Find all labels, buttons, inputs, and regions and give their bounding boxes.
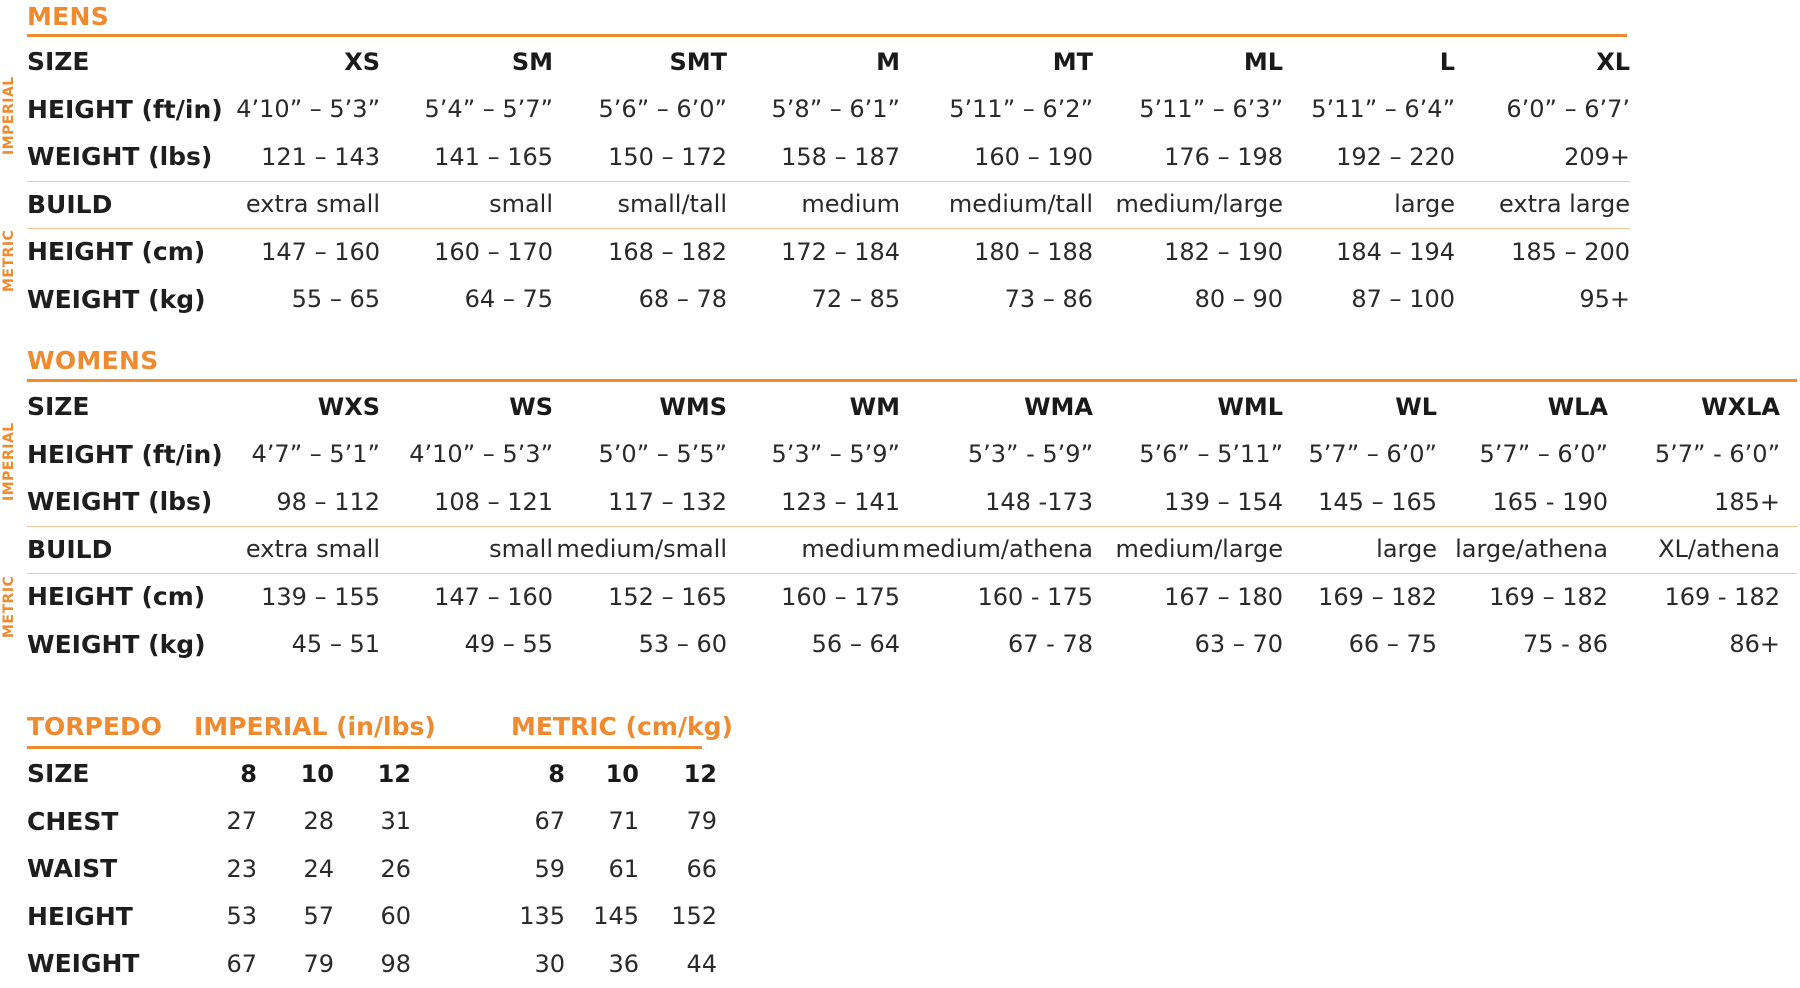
table-cell: medium/tall — [948, 190, 1093, 218]
table-row — [27, 573, 1797, 620]
table-cell: 67 — [226, 949, 257, 978]
table-cell: 172 – 184 — [781, 237, 900, 266]
table-row — [27, 86, 1630, 133]
table-cell: 5’6” – 6’0” — [598, 95, 727, 123]
table-cell: 87 – 100 — [1351, 285, 1455, 313]
torpedo-metric-header: METRIC (cm/kg) — [511, 712, 733, 741]
row-label: SIZE — [27, 47, 90, 76]
womens-section — [1, 344, 1797, 664]
womens-metric-label: METRIC — [1, 575, 17, 638]
table-cell: 10 — [605, 759, 639, 788]
torpedo-section — [27, 712, 733, 988]
table-cell: 209+ — [1564, 142, 1630, 171]
table-cell: 180 – 188 — [974, 237, 1093, 266]
table-cell: 4’10” – 5’3” — [236, 95, 380, 123]
table-cell: 160 – 170 — [434, 237, 553, 266]
table-cell: 57 — [303, 902, 334, 930]
table-cell: 192 – 220 — [1336, 142, 1455, 171]
table-cell: WS — [509, 392, 553, 421]
womens-title: WOMENS — [27, 346, 159, 375]
table-cell: 152 – 165 — [608, 582, 727, 611]
table-cell: 63 – 70 — [1194, 630, 1283, 658]
row-label: WEIGHT — [27, 949, 140, 978]
table-cell: 68 – 78 — [638, 285, 727, 313]
row-label: HEIGHT (cm) — [27, 582, 206, 611]
table-cell: 5’7” – 6’0” — [1308, 440, 1437, 468]
table-cell: medium/athena — [902, 535, 1093, 563]
table-cell: medium/small — [556, 535, 727, 563]
table-cell: 139 – 154 — [1164, 487, 1283, 516]
table-cell: medium/large — [1115, 190, 1283, 218]
table-cell: 67 — [534, 807, 565, 835]
table-cell: 95+ — [1579, 285, 1630, 313]
row-label: WEIGHT (lbs) — [27, 142, 213, 171]
table-cell: 141 – 165 — [434, 142, 553, 171]
table-cell: 5’0” – 5’5” — [598, 440, 727, 468]
table-cell: 176 – 198 — [1164, 142, 1283, 171]
table-row — [27, 383, 1797, 430]
table-row — [27, 276, 1630, 323]
row-label: SIZE — [27, 759, 90, 788]
table-cell: XS — [344, 47, 380, 76]
table-cell: 5’11” – 6’4” — [1311, 95, 1455, 123]
table-cell: 5’3” – 5’9” — [771, 440, 900, 468]
table-cell: 49 – 55 — [464, 630, 553, 658]
row-label: BUILD — [27, 189, 113, 219]
womens-rule — [27, 379, 1797, 382]
table-cell: 36 — [608, 949, 639, 978]
row-label: WEIGHT (kg) — [27, 629, 206, 659]
table-cell: 71 — [608, 807, 639, 835]
table-row — [27, 181, 1630, 228]
table-row — [27, 478, 1797, 525]
table-cell: medium — [801, 190, 900, 218]
table-cell: 147 – 160 — [434, 582, 553, 611]
table-row — [27, 845, 727, 892]
table-cell: 31 — [380, 807, 411, 835]
table-cell: 80 – 90 — [1194, 285, 1283, 313]
row-label: HEIGHT — [27, 901, 133, 931]
row-label: WAIST — [27, 854, 118, 883]
table-cell: 135 — [519, 902, 565, 930]
table-cell: 5’4” – 5’7” — [424, 95, 553, 123]
table-cell: 30 — [534, 949, 565, 978]
table-cell: 145 – 165 — [1318, 487, 1437, 516]
table-cell: medium/large — [1115, 535, 1283, 563]
mens-imperial-label: IMPERIAL — [1, 76, 17, 155]
table-cell: 145 — [593, 902, 639, 930]
table-cell: 75 - 86 — [1523, 630, 1608, 658]
table-cell: 184 – 194 — [1336, 237, 1455, 266]
table-cell: large/athena — [1455, 535, 1608, 563]
table-cell: 168 – 182 — [608, 237, 727, 266]
table-cell: 86+ — [1729, 630, 1780, 658]
table-cell: WXS — [317, 392, 380, 421]
table-cell: ML — [1243, 47, 1283, 76]
table-cell: 45 – 51 — [291, 630, 380, 658]
table-cell: 8 — [240, 759, 257, 788]
table-cell: extra small — [245, 190, 380, 218]
table-cell: 139 – 155 — [261, 582, 380, 611]
table-row — [27, 526, 1797, 573]
torpedo-title: TORPEDO — [27, 712, 162, 741]
table-cell: 67 - 78 — [1008, 630, 1093, 658]
table-cell: 5’3” - 5’9” — [967, 440, 1093, 468]
table-row — [27, 621, 1797, 668]
table-cell: 182 – 190 — [1164, 237, 1283, 266]
table-cell: 169 - 182 — [1664, 582, 1780, 611]
table-row — [27, 798, 727, 845]
table-cell: 160 – 190 — [974, 142, 1093, 171]
table-cell: 117 – 132 — [608, 487, 727, 516]
table-cell: medium — [801, 535, 900, 563]
table-cell: extra large — [1499, 190, 1630, 218]
table-cell: 79 — [303, 949, 334, 978]
table-cell: XL — [1596, 47, 1630, 76]
table-cell: XL/athena — [1658, 535, 1780, 563]
table-cell: 60 — [380, 902, 411, 930]
table-cell: 108 – 121 — [434, 487, 553, 516]
table-cell: 169 – 182 — [1318, 582, 1437, 611]
table-cell: 185+ — [1714, 487, 1780, 516]
mens-rule — [27, 34, 1627, 37]
table-cell: 5’7” – 6’0” — [1479, 440, 1608, 468]
table-cell: 8 — [548, 759, 565, 788]
table-cell: L — [1439, 47, 1455, 76]
table-cell: 150 – 172 — [608, 142, 727, 171]
row-label: CHEST — [27, 806, 119, 836]
table-cell: 98 — [380, 949, 411, 978]
mens-title: MENS — [27, 2, 110, 31]
table-cell: 152 — [671, 902, 717, 930]
row-label: WEIGHT (lbs) — [27, 487, 213, 516]
table-cell: 64 – 75 — [464, 285, 553, 313]
table-cell: 123 – 141 — [781, 487, 900, 516]
mens-section — [1, 0, 1630, 330]
row-label: HEIGHT (cm) — [27, 237, 206, 266]
table-cell: 5’8” – 6’1” — [771, 95, 900, 123]
table-cell: small — [489, 535, 553, 563]
table-cell: 158 – 187 — [781, 142, 900, 171]
table-cell: 28 — [303, 807, 334, 835]
row-label: WEIGHT (kg) — [27, 284, 206, 314]
table-row — [27, 133, 1630, 180]
table-cell: WML — [1217, 392, 1283, 421]
row-label: SIZE — [27, 392, 90, 421]
table-cell: 66 – 75 — [1348, 630, 1437, 658]
table-cell: 148 -173 — [985, 487, 1093, 516]
table-cell: 165 - 190 — [1492, 487, 1608, 516]
table-cell: WLA — [1547, 392, 1608, 421]
table-cell: 4’7” – 5’1” — [251, 440, 380, 468]
womens-imperial-label: IMPERIAL — [1, 422, 17, 501]
table-cell: WM — [849, 392, 900, 421]
table-cell: WMS — [659, 392, 727, 421]
torpedo-rule — [27, 746, 702, 749]
table-cell: 4’10” – 5’3” — [409, 440, 553, 468]
table-cell: 27 — [226, 807, 257, 835]
table-cell: 72 – 85 — [811, 285, 900, 313]
table-cell: 160 - 175 — [977, 582, 1093, 611]
table-cell: 12 — [377, 759, 411, 788]
mens-metric-label: METRIC — [1, 229, 17, 292]
table-cell: 59 — [534, 854, 565, 883]
table-cell: 53 – 60 — [638, 630, 727, 658]
table-row — [27, 431, 1797, 478]
table-cell: 61 — [608, 854, 639, 883]
table-cell: M — [876, 47, 900, 76]
row-label: HEIGHT (ft/in) — [27, 439, 223, 469]
table-cell: SMT — [669, 47, 727, 76]
table-cell: 147 – 160 — [261, 237, 380, 266]
table-cell: small/tall — [617, 190, 727, 218]
table-cell: 56 – 64 — [811, 630, 900, 658]
table-cell: 53 — [226, 902, 257, 930]
row-label: BUILD — [27, 534, 113, 564]
table-cell: 160 – 175 — [781, 582, 900, 611]
table-cell: 79 — [686, 807, 717, 835]
table-cell: large — [1394, 190, 1455, 218]
table-cell: 5’6” – 5’11” — [1139, 440, 1283, 468]
table-cell: large — [1376, 535, 1437, 563]
table-cell: 26 — [380, 854, 411, 883]
table-cell: WL — [1395, 392, 1437, 421]
table-row — [27, 940, 727, 987]
table-cell: 5’11” – 6’2” — [949, 95, 1093, 123]
row-label: HEIGHT (ft/in) — [27, 94, 223, 124]
table-cell: 5’7” - 6’0” — [1654, 440, 1780, 468]
table-cell: 98 – 112 — [276, 487, 380, 516]
table-cell: extra small — [245, 535, 380, 563]
table-cell: 23 — [226, 854, 257, 883]
table-row — [27, 750, 727, 797]
table-cell: 5’11” – 6’3” — [1139, 95, 1283, 123]
table-row — [27, 228, 1630, 275]
table-cell: 121 – 143 — [261, 142, 380, 171]
table-cell: WMA — [1024, 392, 1093, 421]
table-row — [27, 38, 1630, 85]
torpedo-imperial-header: IMPERIAL (in/lbs) — [194, 712, 436, 741]
table-cell: 169 – 182 — [1489, 582, 1608, 611]
table-cell: SM — [511, 47, 553, 76]
table-cell: 24 — [303, 854, 334, 883]
table-cell: 73 – 86 — [1004, 285, 1093, 313]
table-cell: 12 — [683, 759, 717, 788]
table-cell: 185 – 200 — [1511, 237, 1630, 266]
table-cell: small — [489, 190, 553, 218]
table-cell: MT — [1052, 47, 1093, 76]
table-row — [27, 893, 727, 940]
table-cell: 167 – 180 — [1164, 582, 1283, 611]
table-cell: 6’0” – 6’7’ — [1506, 95, 1630, 123]
table-cell: 55 – 65 — [291, 285, 380, 313]
table-cell: WXLA — [1701, 392, 1780, 421]
table-cell: 44 — [686, 949, 717, 978]
table-cell: 10 — [300, 759, 334, 788]
table-cell: 66 — [686, 854, 717, 883]
